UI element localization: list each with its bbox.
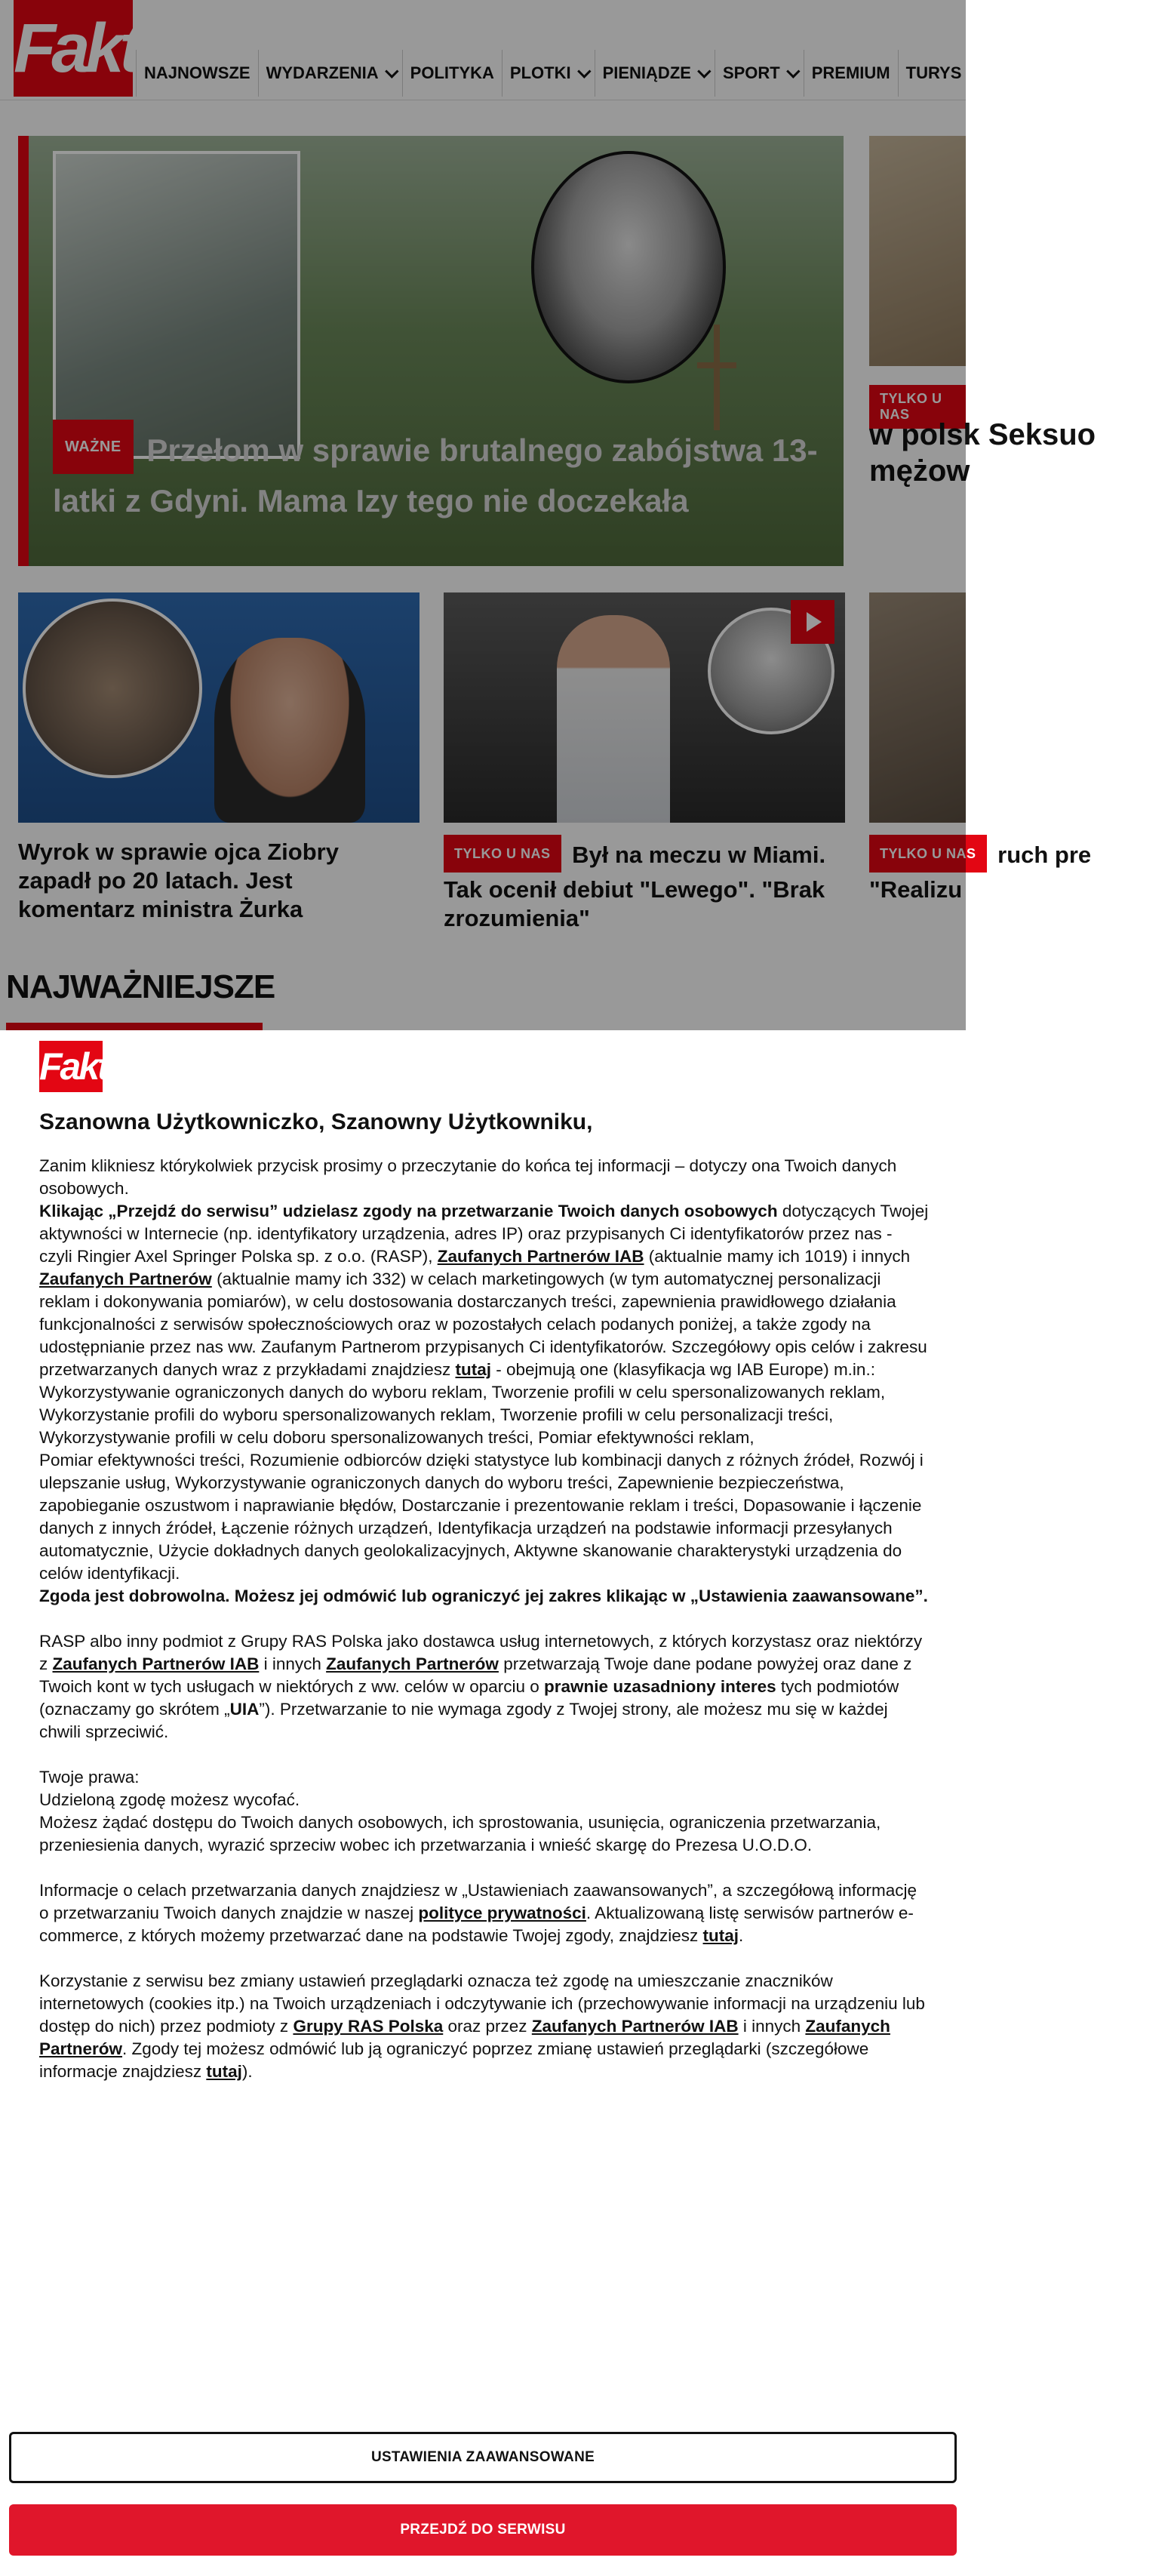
consent-paragraph-4 — [39, 1970, 930, 2083]
consent-paragraph-2 — [39, 1630, 930, 1743]
rights-heading: Twoje prawa: — [39, 1768, 140, 1787]
consent-text-span: (aktualnie mamy ich 1019) i innych — [644, 1247, 911, 1266]
consent-dialog — [0, 1030, 966, 2576]
consent-bold-text: Klikając „Przejdź do serwisu” udzielasz zgody na przetwarzanie Twoich danych osobowych — [39, 1202, 778, 1220]
advanced-settings-button[interactable]: USTAWIENIA ZAAWANSOWANE — [9, 2432, 957, 2483]
paragraph-gap — [39, 1857, 930, 1879]
paragraph-gap — [39, 1608, 930, 1630]
trusted-partners-link[interactable]: Zaufanych Partnerów — [39, 1270, 212, 1288]
consent-text-span: . — [739, 1926, 744, 1945]
details-link[interactable]: tutaj — [455, 1360, 491, 1379]
consent-text-span: i innych — [738, 2017, 806, 2036]
iab-partners-link[interactable]: Zaufanych Partnerów IAB — [52, 1654, 260, 1673]
consent-intro: Zanim klikniesz którykolwiek przycisk prosimy o przeczytanie do końca tej informacji – dotyczy ona Twoich danych osobowych. — [39, 1156, 897, 1198]
nav-label: PREMIUM — [811, 63, 890, 82]
consent-text-span: RASP albo inny podmiot z Grupy RAS Polska jako dostawca usług internetowych, z których korzystasz oraz niektórzy z — [39, 1632, 923, 1673]
rights-item: Możesz żądać dostępu do Twoich danych osobowych, ich sprostowania, usunięcia, ograniczenia przetwarzania, przeniesienia danych, wyrazić sprzeciw wobec ich przetwarzania i wnieść skargę do Prezesa U.O.D.O. — [39, 1813, 881, 1854]
ecommerce-list-link[interactable]: tutaj — [702, 1926, 739, 1945]
trusted-partners-link[interactable]: Zaufanych Partnerów — [326, 1654, 499, 1673]
trusted-partners-link[interactable]: Zaufanych Partnerów — [39, 2017, 890, 2058]
consent-logo: Fakt — [39, 1041, 103, 1092]
story-badge: TYLKO U NAS — [444, 835, 561, 873]
consent-heading: Szanowna Użytkowniczko, Szanowny Użytkowniku, — [39, 1109, 593, 1134]
nav-label: NAJNOWSZE — [144, 63, 250, 82]
nav-label: PIENIĄDZE — [602, 63, 691, 82]
consent-text — [39, 1155, 930, 2083]
background-page — [0, 0, 1096, 1030]
nav-label: SPORT — [722, 63, 780, 82]
consent-text-span: tych podmiotów (oznaczamy go skrótem „ — [39, 1677, 899, 1719]
go-to-site-button[interactable]: PRZEJDŹ DO SERWISU — [9, 2504, 957, 2556]
consent-voluntary — [39, 1585, 930, 1608]
consent-text-span: i innych — [259, 1654, 327, 1673]
consent-purposes: Pomiar efektywności treści, Rozumienie odbiorców dzięki statystyce lub kombinacji danych z różnych źródeł, Rozwój i ulepszanie usług, Wykorzystywanie ograniczonych danych do wyboru treści, Zapewnienie bezpieczeństwa, zapobieganie oszustwom i naprawianie błędów, Dostarczanie i prezentowanie reklam i treści, Dopasowanie i łączenie danych z innych źródeł, Łączenie różnych urządzeń, Identyfikacja urządzeń na podstawie informacji przesyłanych automatycznie, Użycie dokładnych danych geolokalizacyjnych, Aktywne skanowanie charakterystyki urządzenia do celów identyfikacji. — [39, 1451, 924, 1583]
story-title-text: ruch pre "Realizu — [869, 842, 1092, 903]
site-logo[interactable]: Fakt — [14, 0, 133, 97]
section-heading: NAJWAŻNIEJSZE — [6, 968, 275, 1005]
iab-partners-link[interactable]: Zaufanych Partnerów IAB — [437, 1247, 644, 1266]
consent-text-span: Informacje o celach przetwarzania danych znajdziesz w „Ustawieniach zaawansowanych”, a szczegółową informację o przetwarzaniu Twoich danych znajdzie w naszej — [39, 1881, 917, 1922]
consent-bold-text: UIA — [229, 1700, 260, 1719]
consent-paragraph-3 — [39, 1879, 930, 1947]
consent-text-span: . Zgody tej możesz odmówić lub ją ograniczyć poprzez zmianę ustawień przeglądarki (szczegółowe informacje znajdziesz — [39, 2039, 869, 2081]
consent-bold-text: Zgoda jest dobrowolna. Możesz jej odmówić lub ograniczyć jej zakres klikając w „Ustawienia zaawansowane”. — [39, 1587, 928, 1605]
consent-text-span: (aktualnie mamy ich 332) w celach marketingowych (w tym automatycznej personalizacji reklam i dokonywania pomiarów), w celu dostosowania dostarczanych treści, zapewnienia prawidłowego działania funkcjonalności z serwisów społecznościowych oraz w pozostałych celach podanych poniżej, a także zgody na udostępnianie przez nas ww. Zaufanym Partnerom przypisanych Ci identyfikatorów. Szczegółowy opis celów i zakresu przetwarzanych danych wraz z przykładami znajdziesz — [39, 1270, 927, 1379]
side-story-badge: TYLKO U NAS — [869, 385, 966, 429]
story-title-text: Wyrok w sprawie ojca Ziobry zapadł po 20 latach. Jest komentarz ministra Żurka — [18, 839, 339, 922]
side-story-title: w polsk Seksuo mężow — [869, 418, 1096, 488]
nav-label: TURYS — [905, 63, 962, 82]
consent-text-span: ”). Przetwarzanie to nie wymaga zgody z Twojej strony, ale możesz mu się w każdej chwili sprzeciwić. — [39, 1700, 888, 1741]
consent-text-span: - obejmują one (klasyfikacja wg IAB Europe) m.in.: Wykorzystywanie ograniczonych danych do wyboru reklam, Tworzenie profili w celu spersonalizowanych reklam, Wykorzystanie profili do wyboru spersonalizowanych reklam, Tworzenie profili w celu personalizacji treści, Wykorzystywanie profili w celu doboru spersonalizowanych treści, Pomiar efektywności reklam, — [39, 1360, 886, 1447]
hero-badge: WAŻNE — [53, 420, 134, 474]
consent-text-span: Korzystanie z serwisu bez zmiany ustawień przeglądarki oznacza też zgodę na umieszczanie znaczników internetowych (cookies itp.) na Twoich urządzeniach i odczytywanie ich (przechowywanie informacji na urządzeniu lub dostęp do nich) przez podmioty z — [39, 1971, 925, 2036]
hero-title-text: Przełom w sprawie brutalnego zabójstwa 13-latki z Gdyni. Mama Izy tego nie doczekała — [53, 432, 818, 519]
consent-text-span: dotyczących Twojej aktywności w Internecie (np. identyfikatory urządzenia, adres IP) oraz przypisanych Ci identyfikatorów przez nas - czyli Ringier Axel Springer Polska sp. z o.o. (RASP), — [39, 1202, 929, 1266]
story-badge: TYLKO U NAS — [869, 835, 987, 873]
nav-label: PLOTKI — [509, 63, 571, 82]
consent-text-span: ). — [241, 2062, 253, 2081]
consent-paragraph-1 — [39, 1200, 930, 1449]
privacy-policy-link[interactable]: polityce prywatności — [418, 1904, 586, 1922]
iab-partners-link[interactable]: Zaufanych Partnerów IAB — [531, 2017, 739, 2036]
rights-item: Udzieloną zgodę możesz wycofać. — [39, 1790, 300, 1809]
paragraph-gap — [39, 1743, 930, 1766]
story-title-text: Był na meczu w Miami. Tak ocenił debiut "Lewego". "Brak zrozumienia" — [444, 842, 826, 931]
consent-text-span: . Aktualizowaną listę serwisów partnerów e-commerce, z których możemy przetwarzać dane na podstawie Twojej zgody, znajdziesz — [39, 1904, 914, 1945]
consent-bold-text: prawnie uzasadniony interes — [544, 1677, 776, 1696]
nav-label: POLITYKA — [410, 63, 494, 82]
consent-text-span: oraz przez — [443, 2017, 532, 2036]
ras-group-link[interactable]: Grupy RAS Polska — [293, 2017, 444, 2036]
nav-label: WYDARZENIA — [266, 63, 379, 82]
consent-text-span: przetwarzają Twoje dane podane powyżej oraz dane z Twoich kont w tych usługach w niektórych z ww. celów w oparciu o — [39, 1654, 912, 1696]
paragraph-gap — [39, 1947, 930, 1970]
modal-backdrop — [0, 0, 966, 1030]
browser-settings-link[interactable]: tutaj — [206, 2062, 242, 2081]
